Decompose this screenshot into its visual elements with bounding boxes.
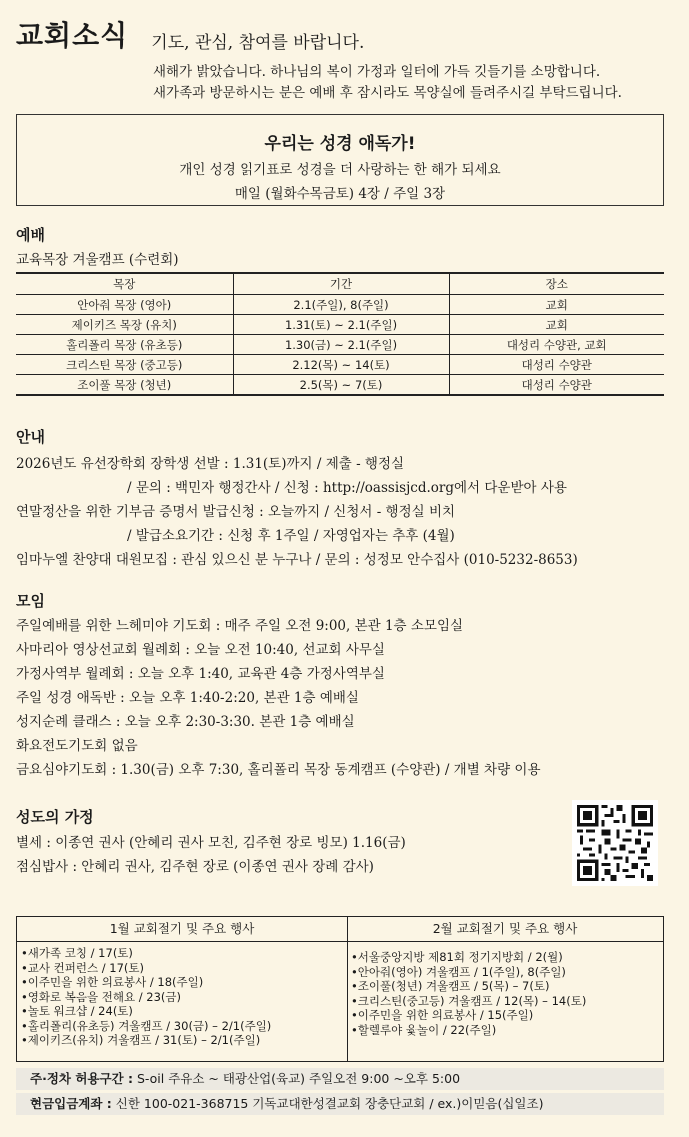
parking-text: S-oil 주유소 ~ 태광산업(육교) 주일오전 9:00 ~오후 5:00 — [136, 1071, 461, 1086]
list-item: • 놀토 워크샵 / 24(토) — [21, 1004, 347, 1019]
table-cell: 2.1(주일), 8(주일) — [233, 295, 449, 315]
table-cell: 제이키즈 목장 (유치) — [16, 315, 233, 335]
january-schedule-list — [17, 942, 347, 1048]
intro-line: 새해가 밝았습니다. 하나님의 복이 가정과 일터에 가득 깃들기를 소망합니다. — [153, 64, 601, 80]
column-header: 기간 — [233, 273, 449, 295]
bible-box-line: 개인 성경 읽기표로 성경을 더 사랑하는 한 해가 되세요 — [179, 162, 501, 178]
table-cell: 홀리폴리 목장 (유초등) — [16, 335, 233, 355]
list-item: • 조이풀(청년) 겨울캠프 / 5(목) – 7(토) — [351, 979, 663, 994]
section-heading-family: 성도의 가정 — [16, 808, 94, 826]
section-heading-worship: 예배 — [16, 226, 45, 244]
camp-caption: 교육목장 겨울캠프 (수련회) — [16, 252, 179, 268]
meeting-line: 주일예배를 위한 느헤미야 기도회 : 매주 주일 오전 9:00, 본관 1층 소모임실 — [16, 618, 464, 634]
family-line: 별세 : 이종연 권사 (안혜리 권사 모친, 김주현 장로 빙모) 1.16(금) — [16, 835, 406, 851]
qr-code-icon[interactable] — [572, 800, 658, 886]
meeting-line: 가정사역부 월례회 : 오늘 오후 1:40, 교육관 4층 가정사역부실 — [16, 666, 385, 682]
table-cell: 교회 — [449, 315, 664, 335]
schedule-table — [16, 916, 664, 1062]
account-text: 신한 100-021-368715 기독교대한성결교회 장충단교회 / ex.)이믿음(십일조) — [115, 1096, 544, 1111]
table-row — [16, 315, 664, 335]
table-row — [16, 335, 664, 355]
family-line: 점심밥사 : 안혜리 권사, 김주현 장로 (이종연 권사 장례 감사) — [16, 859, 374, 875]
bible-box-title: 우리는 성경 애독가! — [264, 134, 416, 154]
list-item: • 할렐루야 윷놀이 / 22(주일) — [351, 1023, 663, 1038]
table-cell: 조이풀 목장 (청년) — [16, 375, 233, 396]
list-item: • 이주민을 위한 의료봉사 / 18(주일) — [21, 975, 347, 990]
table-cell: 대성리 수양관, 교회 — [449, 335, 664, 355]
list-item: • 영화로 복음을 전해요 / 23(금) — [21, 990, 347, 1005]
february-schedule — [347, 917, 663, 1061]
january-schedule — [17, 917, 348, 1061]
account-info — [16, 1093, 664, 1115]
parking-label: 주·정차 허용구간 : — [30, 1071, 133, 1086]
page-title: 교회소식 — [16, 19, 129, 52]
section-heading-meeting: 모임 — [16, 592, 45, 610]
parking-info — [16, 1068, 664, 1090]
account-label: 현금입금계좌 : — [30, 1096, 112, 1111]
meeting-line: 주일 성경 애독반 : 오늘 오후 1:40-2:20, 본관 1층 예배실 — [16, 690, 359, 706]
list-item: • 크리스틴(중고등) 겨울캠프 / 12(목) – 14(토) — [351, 994, 663, 1009]
list-item: • 홀리폴리(유초등) 겨울캠프 / 30(금) – 2/1(주일) — [21, 1019, 347, 1034]
bible-reading-box — [16, 114, 664, 206]
notice-line: / 발급소요기간 : 신청 후 1주일 / 자영업자는 추후 (4월) — [127, 528, 455, 544]
list-item: • 제이키즈(유치) 겨울캠프 / 31(토) – 2/1(주일) — [21, 1033, 347, 1048]
intro-text — [153, 62, 622, 104]
meeting-line: 사마리아 영상선교회 월례회 : 오늘 오전 10:40, 선교회 사무실 — [16, 642, 385, 658]
table-cell: 대성리 수양관 — [449, 375, 664, 396]
table-row — [16, 295, 664, 315]
page-subtitle: 기도, 관심, 참여를 바랍니다. — [151, 33, 365, 53]
notice-line: 2026년도 유선장학회 장학생 선발 : 1.31(토)까지 / 제출 - 행정실 — [16, 456, 405, 472]
table-row — [16, 355, 664, 375]
table-cell: 크리스틴 목장 (중고등) — [16, 355, 233, 375]
notice-line: 연말정산을 위한 기부금 증명서 발급신청 : 오늘까지 / 신청서 - 행정실 비치 — [16, 504, 456, 520]
january-schedule-title: 1월 교회절기 및 주요 행사 — [17, 917, 347, 942]
column-header: 장소 — [449, 273, 664, 295]
table-row — [16, 375, 664, 396]
table-cell: 대성리 수양관 — [449, 355, 664, 375]
meeting-line: 화요전도기도회 없음 — [16, 738, 138, 754]
table-cell: 1.30(금) ~ 2.1(주일) — [233, 335, 449, 355]
header — [16, 14, 676, 54]
table-header-row — [16, 273, 664, 295]
list-item: • 이주민을 위한 의료봉사 / 15(주일) — [351, 1008, 663, 1023]
intro-line: 새가족과 방문하시는 분은 예배 후 잠시라도 목양실에 들려주시길 부탁드립니다. — [153, 85, 622, 101]
list-item: • 교사 컨퍼런스 / 17(토) — [21, 961, 347, 976]
camp-table — [16, 272, 664, 396]
meeting-line: 금요심야기도회 : 1.30(금) 오후 7:30, 홀리폴리 목장 동계캠프 (수양관) / 개별 차량 이용 — [16, 762, 541, 778]
section-heading-notice: 안내 — [16, 428, 45, 446]
february-schedule-title: 2월 교회절기 및 주요 행사 — [347, 917, 663, 942]
table-cell: 교회 — [449, 295, 664, 315]
list-item: • 안아줘(영아) 겨울캠프 / 1(주일), 8(주일) — [351, 965, 663, 980]
february-schedule-list — [347, 942, 663, 1037]
list-item: • 서울중앙지방 제81회 정기지방회 / 2(월) — [351, 950, 663, 965]
notice-line: 임마누엘 찬양대 대원모집 : 관심 있으신 분 누구나 / 문의 : 성정모 안수집사 (010-5232-8653) — [16, 552, 578, 568]
table-cell: 안아줘 목장 (영아) — [16, 295, 233, 315]
column-header: 목장 — [16, 273, 233, 295]
table-cell: 1.31(토) ~ 2.1(주일) — [233, 315, 449, 335]
bible-box-line: 매일 (월화수목금토) 4장 / 주일 3장 — [234, 186, 446, 202]
table-cell: 2.12(목) ~ 14(토) — [233, 355, 449, 375]
table-cell: 2.5(목) ~ 7(토) — [233, 375, 449, 396]
list-item: • 새가족 코칭 / 17(토) — [21, 946, 347, 961]
notice-line: / 문의 : 백민자 행정간사 / 신청 : http://oassisjcd.org에서 다운받아 사용 — [127, 480, 567, 496]
meeting-line: 성지순례 클래스 : 오늘 오후 2:30-3:30. 본관 1층 예배실 — [16, 714, 355, 730]
